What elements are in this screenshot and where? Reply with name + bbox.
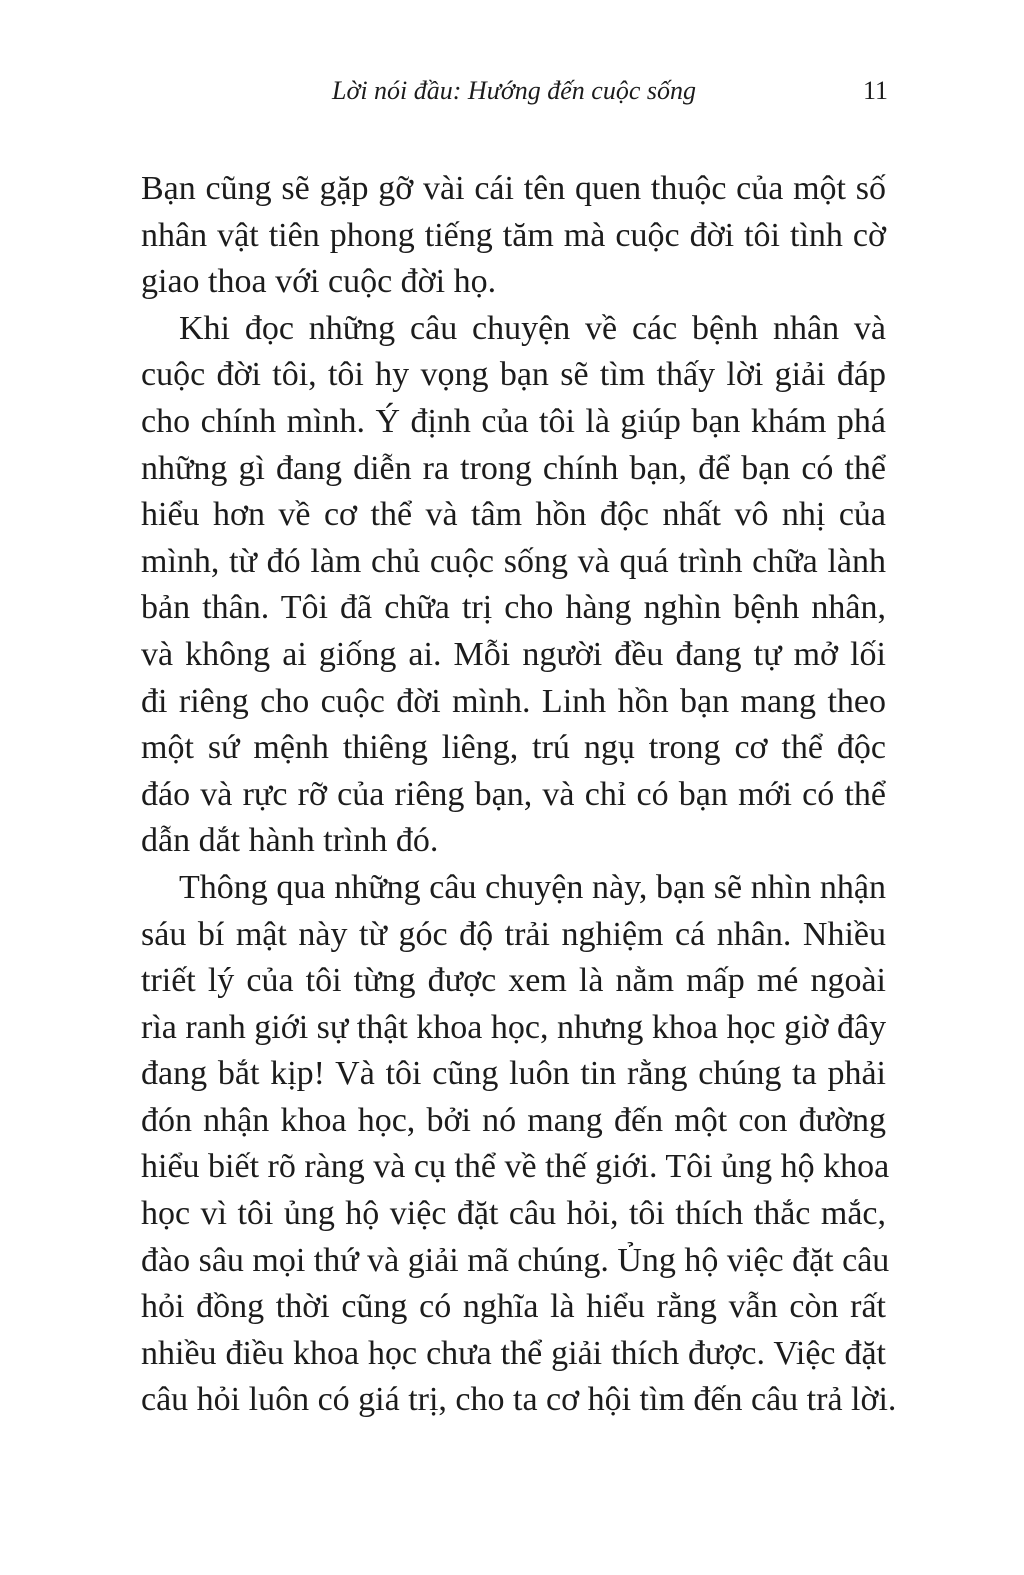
paragraph-2	[141, 306, 886, 865]
text-line: đang bắt kịp! Và tôi cũng luôn tin rằng chúng ta phải	[141, 1055, 886, 1093]
text-line: Khi đọc những câu chuyện về các bệnh nhân và	[179, 309, 886, 347]
text-line: hiểu biết rõ ràng và cụ thể về thế giới. Tôi ủng hộ khoa	[141, 1148, 890, 1186]
text-line: những gì đang diễn ra trong chính bạn, để bạn có thể	[141, 449, 886, 487]
text-line: cuộc đời tôi, tôi hy vọng bạn sẽ tìm thấy lời giải đáp	[141, 356, 886, 394]
text-line: cho chính mình. Ý định của tôi là giúp bạn khám phá	[141, 402, 886, 440]
text-line: đi riêng cho cuộc đời mình. Linh hồn bạn mang theo	[141, 682, 886, 720]
running-header	[140, 74, 888, 108]
text-line: nhiều điều khoa học chưa thể giải thích được. Việc đặt	[141, 1334, 886, 1372]
text-line: mình, từ đó làm chủ cuộc sống và quá trình chữa lành	[141, 542, 886, 580]
text-line: đào sâu mọi thứ và giải mã chúng. Ủng hộ việc đặt câu	[141, 1241, 890, 1279]
text-line: một sứ mệnh thiêng liêng, trú ngụ trong cơ thể độc	[141, 729, 886, 767]
text-line: rìa ranh giới sự thật khoa học, nhưng khoa học giờ đây	[141, 1008, 887, 1046]
text-line: hỏi đồng thời cũng có nghĩa là hiểu rằng vẫn còn rất	[141, 1288, 886, 1326]
text-line: dẫn dắt hành trình đó.	[141, 822, 439, 860]
text-line: câu hỏi luôn có giá trị, cho ta cơ hội tìm đến câu trả lời.	[141, 1381, 897, 1419]
text-line: đáo và rực rỡ của riêng bạn, và chỉ có bạn mới có thể	[141, 775, 886, 813]
text-line: triết lý của tôi từng được xem là nằm mấp mé ngoài	[141, 962, 886, 1000]
page-number: 11	[862, 76, 888, 105]
running-title: Lời nói đầu: Hướng đến cuộc sống	[331, 76, 696, 105]
text-line: Bạn cũng sẽ gặp gỡ vài cái tên quen thuộc của một số	[141, 170, 886, 207]
text-line: đón nhận khoa học, bởi nó mang đến một con đường	[141, 1101, 886, 1139]
text-line: học vì tôi ủng hộ việc đặt câu hỏi, tôi thích thắc mắc,	[141, 1195, 886, 1233]
paragraph-3	[141, 865, 897, 1424]
text-line: Thông qua những câu chuyện này, bạn sẽ nhìn nhận	[179, 868, 886, 906]
text-line: sáu bí mật này từ góc độ trải nghiệm cá nhân. Nhiều	[141, 915, 886, 953]
text-line: hiểu hơn về cơ thể và tâm hồn độc nhất vô nhị của	[141, 496, 886, 534]
text-line: và không ai giống ai. Mỗi người đều đang tự mở lối	[141, 635, 886, 673]
text-line: bản thân. Tôi đã chữa trị cho hàng nghìn bệnh nhân,	[141, 589, 886, 627]
text-line: giao thoa với cuộc đời họ.	[141, 263, 497, 301]
page-body	[141, 166, 897, 1424]
text-line: nhân vật tiên phong tiếng tăm mà cuộc đời tôi tình cờ	[141, 216, 886, 254]
paragraph-1	[141, 166, 886, 306]
